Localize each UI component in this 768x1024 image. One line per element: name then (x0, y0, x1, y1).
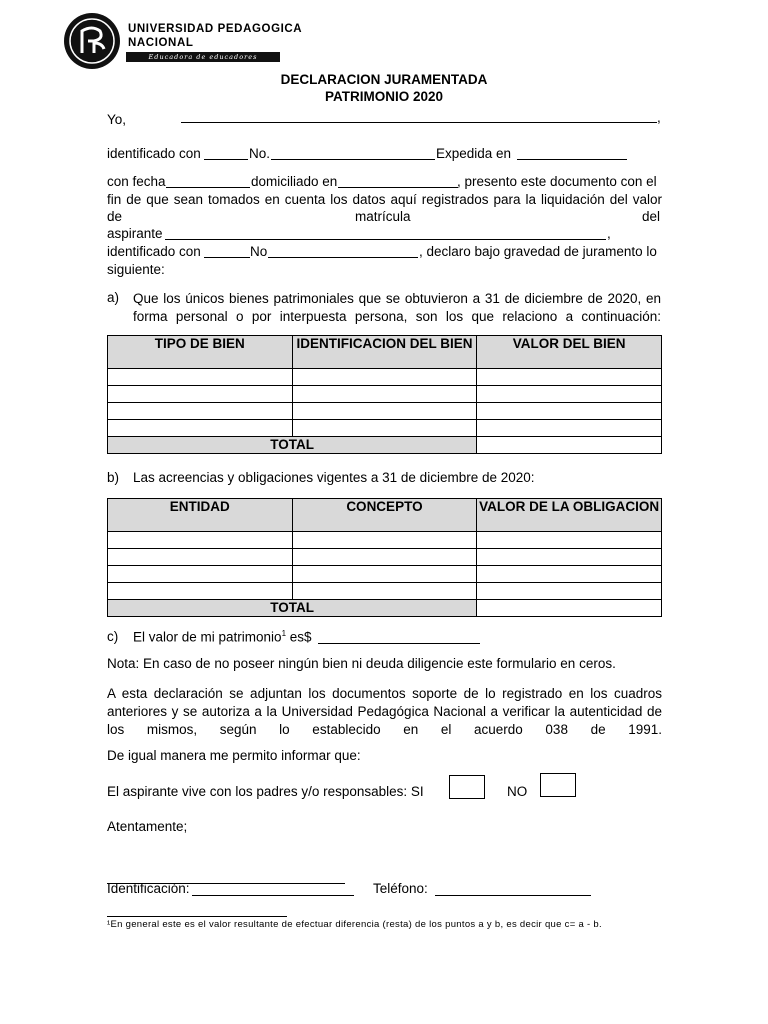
si-checkbox[interactable] (449, 775, 485, 799)
identificado-label-2: identificado con (107, 244, 201, 259)
table-row (108, 420, 662, 437)
table-cell[interactable] (108, 369, 293, 386)
identificado-label: identificado con (107, 146, 201, 161)
table-cell[interactable] (292, 532, 477, 549)
patrimonio-field-line[interactable] (318, 643, 480, 644)
logo-emblem-icon (64, 13, 120, 69)
no-option-label: NO (507, 784, 528, 799)
atentamente-text: Atentamente; (107, 819, 188, 834)
col-identificacion-bien: IDENTIFICACION DEL BIEN (292, 336, 477, 369)
table-row (108, 403, 662, 420)
con-fecha-label: con fecha (107, 174, 166, 189)
aspirante-comma: , (607, 226, 611, 241)
table-row (108, 386, 662, 403)
section-c-text (133, 629, 312, 645)
yo-label: Yo, (107, 112, 127, 127)
no-label-2: No (250, 244, 268, 259)
section-a-text: Que los únicos bienes patrimoniales que se obtuvieron a 31 de diciembre de 2020, en forma personal o por interpuesta persona, son los que relaciono a continuación: (133, 291, 661, 324)
table-cell[interactable] (108, 549, 293, 566)
domicilio-field-line[interactable] (338, 187, 458, 188)
presento-text: , presento este documento con el (457, 174, 657, 189)
table-cell[interactable] (292, 369, 477, 386)
telefono-field-line[interactable] (435, 895, 591, 896)
declaro-text: , declaro bajo gravedad de juramento lo (419, 244, 657, 259)
de-text: de (107, 209, 123, 224)
identificacion-field-line[interactable] (192, 895, 354, 896)
yo-comma: , (657, 110, 661, 125)
table-cell[interactable] (108, 386, 293, 403)
university-name-line1: UNIVERSIDAD PEDAGOGICA (128, 23, 303, 35)
table-cell[interactable] (108, 583, 293, 600)
aspirante-id-number-line[interactable] (268, 257, 418, 258)
igual-manera-text: De igual manera me permito informar que: (107, 748, 361, 763)
fecha-field-line[interactable] (166, 187, 250, 188)
footnote-text: ¹En general este es el valor resultante de efectuar diferencia (resta) de los puntos a y b, es decir que c= a - b. (107, 919, 602, 930)
id-type-field-line[interactable] (204, 159, 248, 160)
document-title: DECLARACION JURAMENTADA (280, 72, 488, 87)
table-cell[interactable] (477, 420, 662, 437)
table-cell[interactable] (108, 420, 293, 437)
table-cell[interactable] (292, 403, 477, 420)
document-subtitle: PATRIMONIO 2020 (324, 89, 444, 104)
col-valor-bien: VALOR DEL BIEN (477, 336, 662, 369)
bienes-table (107, 335, 662, 454)
table-row (108, 566, 662, 583)
fin-de-text: fin de que sean tomados en cuenta los datos aquí registrados para la liquidación del valor (107, 192, 662, 207)
table-cell[interactable] (292, 583, 477, 600)
table-cell[interactable] (477, 386, 662, 403)
matricula-text: matrícula (355, 209, 411, 224)
bienes-total-label: TOTAL (108, 437, 477, 454)
footnote-separator (107, 916, 287, 917)
table-cell[interactable] (108, 566, 293, 583)
table-cell[interactable] (108, 532, 293, 549)
col-valor-obligacion: VALOR DE LA OBLIGACION (477, 499, 662, 532)
name-field-line[interactable] (181, 122, 657, 123)
university-name-line2: NACIONAL (128, 37, 194, 49)
table-row (108, 549, 662, 566)
no-label: No. (249, 146, 271, 161)
table-cell[interactable] (292, 566, 477, 583)
table-cell[interactable] (477, 532, 662, 549)
col-entidad: ENTIDAD (108, 499, 293, 532)
aspirante-label: aspirante (107, 226, 163, 241)
section-a-label: a) (107, 290, 120, 305)
obligaciones-total-label: TOTAL (108, 600, 477, 617)
section-c-label: c) (107, 629, 119, 644)
obligaciones-table (107, 498, 662, 617)
col-tipo-bien: TIPO DE BIEN (108, 336, 293, 369)
table-cell[interactable] (477, 403, 662, 420)
section-b-label: b) (107, 470, 120, 485)
footnote-mark: 1 (281, 629, 287, 638)
table-cell[interactable] (292, 420, 477, 437)
aspirante-field-line[interactable] (165, 239, 606, 240)
section-c-text-after: es$ (286, 629, 312, 645)
adjuntan-text: A esta declaración se adjuntan los documentos soporte de lo registrado en los cuadros anteriores y se autoriza a la Universidad Pedagógica Nacional a verificar la autenticidad de los mismos, según lo establecido en el acuerdo 038 de 1991. (107, 686, 662, 737)
telefono-label: Teléfono: (373, 881, 428, 896)
table-cell[interactable] (477, 549, 662, 566)
section-c-text-before: El valor de mi patrimonio (133, 629, 282, 645)
expedida-field-line[interactable] (517, 159, 627, 160)
aspirante-id-type-line[interactable] (204, 257, 250, 258)
siguiente-text: siguiente: (107, 262, 165, 277)
table-cell[interactable] (477, 566, 662, 583)
table-cell[interactable] (108, 403, 293, 420)
del-text: del (642, 209, 661, 224)
table-row (108, 532, 662, 549)
expedida-label: Expedida en (436, 146, 512, 161)
col-concepto: CONCEPTO (292, 499, 477, 532)
table-cell[interactable] (477, 583, 662, 600)
id-number-field-line[interactable] (271, 159, 435, 160)
section-b-text: Las acreencias y obligaciones vigentes a 31 de diciembre de 2020: (133, 470, 535, 485)
domiciliado-label: domiciliado en (251, 174, 338, 189)
university-motto: Educadora de educadores (126, 52, 280, 62)
table-cell[interactable] (292, 386, 477, 403)
table-cell[interactable] (292, 549, 477, 566)
identificacion-label: Identificación: (107, 881, 190, 896)
vive-padres-text: El aspirante vive con los padres y/o responsables: SI (107, 784, 424, 799)
table-row (108, 369, 662, 386)
bienes-total-value[interactable] (477, 437, 662, 454)
table-row (108, 583, 662, 600)
obligaciones-total-value[interactable] (477, 600, 662, 617)
no-checkbox[interactable] (540, 773, 576, 797)
table-cell[interactable] (477, 369, 662, 386)
university-logo (64, 13, 120, 69)
nota-text: Nota: En caso de no poseer ningún bien ni deuda diligencie este formulario en ceros. (107, 656, 616, 671)
